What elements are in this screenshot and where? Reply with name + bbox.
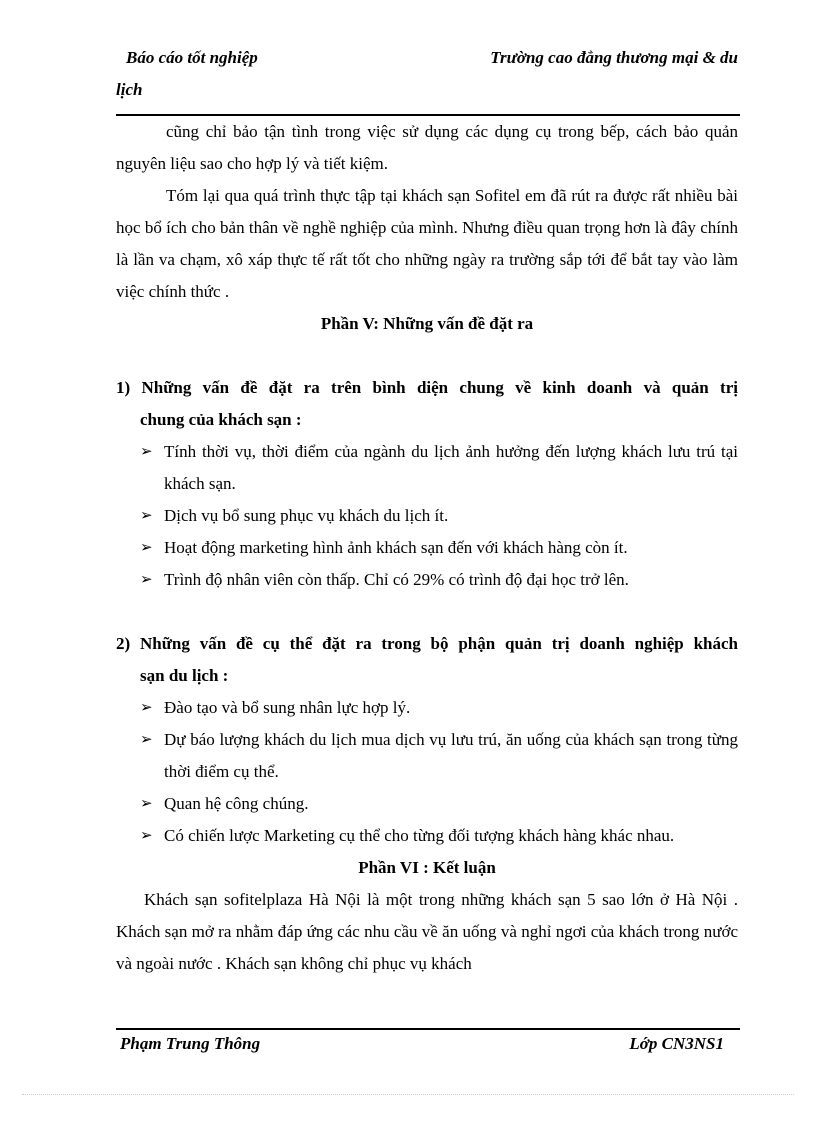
subsection-2-heading-line1: 2) Những vấn đề cụ thể đặt ra trong bộ phận quản trị doanh nghiệp khách — [116, 634, 738, 653]
page-bottom-dotted-line — [22, 1094, 794, 1095]
section-6-title: Phần VI : Kết luận — [358, 858, 496, 877]
list-item: ➢ Quan hệ công chúng. — [116, 788, 738, 820]
header-title-left: Báo cáo tốt nghiệp — [126, 48, 258, 67]
header-title-right: Trường cao đẳng thương mại & du — [490, 48, 738, 67]
subsection-2-heading — [116, 628, 738, 692]
arrow-bullet-icon: ➢ — [140, 700, 153, 716]
arrow-bullet-icon: ➢ — [140, 540, 153, 556]
subsection-1-list — [116, 436, 738, 596]
section-5-title: Phần V: Những vấn đề đặt ra — [320, 314, 534, 333]
paragraph-conclusion: Khách sạn sofitelplaza Hà Nội là một trong những khách sạn 5 sao lớn ở Hà Nội . Khách sạn mở ra nhằm đáp ứng các nhu cầu về ăn uống và nghỉ ngơi của khách trong nước và ngoài nước . Khách sạn không chỉ phục vụ khách — [116, 890, 738, 973]
paragraph-intro: cũng chỉ bảo tận tình trong việc sử dụng các dụng cụ trong bếp, cách bảo quản nguyên liệu sao cho hợp lý và tiết kiệm. — [116, 122, 738, 173]
footer-rule — [116, 1028, 740, 1030]
spacer — [116, 596, 738, 628]
list-item: ➢ Tính thời vụ, thời điểm của ngành du lịch ảnh hưởng đến lượng khách lưu trú tại khách sạn. — [116, 436, 738, 500]
header-title-continuation: lịch — [116, 80, 143, 99]
footer-author: Phạm Trung Thông — [120, 1034, 261, 1053]
subsection-2-heading-line2: sạn du lịch : — [140, 666, 229, 685]
arrow-bullet-icon: ➢ — [140, 796, 153, 812]
subsection-1-heading-line2: chung của khách sạn : — [140, 410, 302, 429]
subsection-1-heading-line1: 1) Những vấn đề đặt ra trên bình diện chung về kinh doanh và quản trị — [116, 378, 738, 397]
list-item: ➢ Đào tạo và bổ sung nhân lực hợp lý. — [116, 692, 738, 724]
list-item: ➢ Dự báo lượng khách du lịch mua dịch vụ lưu trú, ăn uống của khách sạn trong từng thời điểm cụ thể. — [116, 724, 738, 788]
arrow-bullet-icon: ➢ — [140, 828, 153, 844]
arrow-bullet-icon: ➢ — [140, 732, 153, 748]
spacer — [116, 340, 738, 372]
list-item: ➢ Dịch vụ bổ sung phục vụ khách du lịch ít. — [116, 500, 738, 532]
arrow-bullet-icon: ➢ — [140, 444, 153, 460]
arrow-bullet-icon: ➢ — [140, 508, 153, 524]
page-body — [116, 116, 738, 980]
paragraph-summary: Tóm lại qua quá trình thực tập tại khách sạn Sofitel em đã rút ra được rất nhiều bài học bổ ích cho bản thân về nghề nghiệp của mình. Nhưng điều quan trọng hơn là đây chính là lần va chạm, xô xáp thực tế rất tốt cho những ngày ra trường sắp tới để bắt tay vào làm việc chính thức . — [116, 186, 738, 301]
list-item: ➢ Hoạt động marketing hình ảnh khách sạn đến với khách hàng còn ít. — [116, 532, 738, 564]
subsection-2-list — [116, 692, 738, 852]
list-item: ➢ Trình độ nhân viên còn thấp. Chỉ có 29% có trình độ đại học trở lên. — [116, 564, 738, 596]
subsection-1-heading — [116, 372, 738, 436]
arrow-bullet-icon: ➢ — [140, 572, 153, 588]
footer-class: Lớp CN3NS1 — [629, 1034, 724, 1053]
list-item: ➢ Có chiến lược Marketing cụ thể cho từng đối tượng khách hàng khác nhau. — [116, 820, 738, 852]
